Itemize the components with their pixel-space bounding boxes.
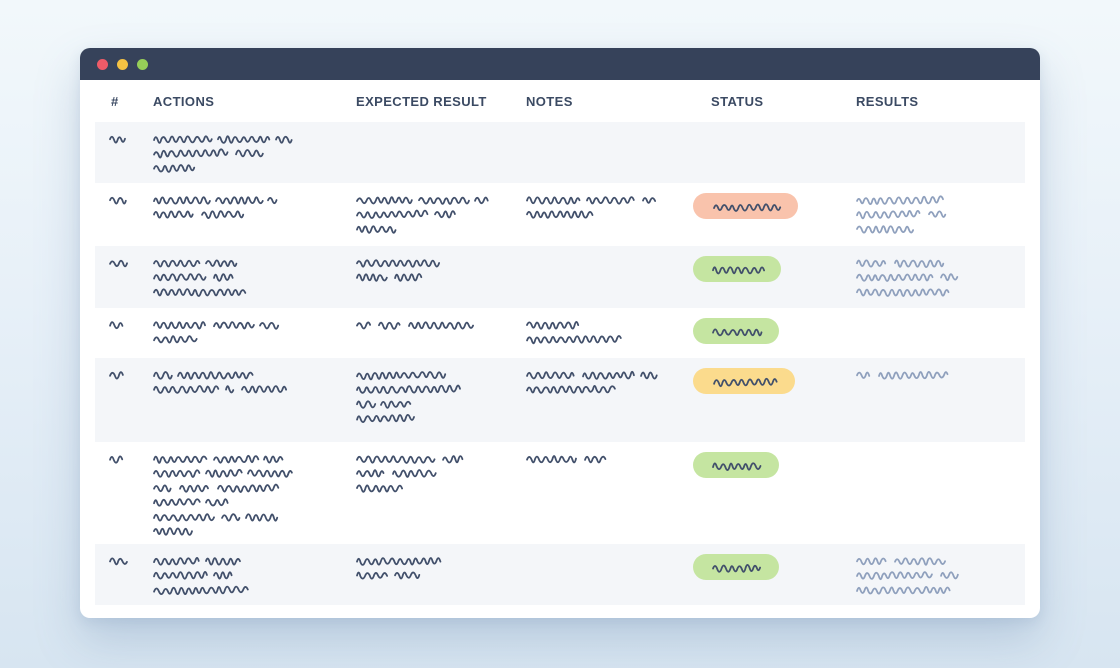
scribble-line: [153, 582, 356, 595]
scribble-line: [356, 317, 526, 330]
table-row: [95, 183, 1025, 246]
scribble-text: [526, 367, 574, 380]
scribble-text: [394, 270, 420, 283]
cell-results: [856, 553, 1025, 597]
cell-results: [856, 192, 1025, 236]
scribble-text: [153, 509, 213, 522]
scribble-text: [109, 317, 121, 329]
scribble-text: [153, 466, 197, 478]
scribble-text: [356, 367, 444, 381]
scribble-text: [582, 367, 632, 380]
scribble-text: [179, 480, 209, 492]
scribble-line: [153, 524, 356, 537]
scribble-text: [177, 367, 251, 379]
scribble-text: [356, 553, 438, 566]
scribble-text: [894, 553, 944, 565]
scribble-text: [201, 207, 243, 220]
scribble-text: [434, 207, 454, 220]
column-header-status: STATUS: [711, 93, 764, 109]
scribble-line: [153, 553, 356, 566]
scribble-text: [356, 221, 394, 233]
scribble-text: [109, 255, 125, 267]
cell-notes: [526, 451, 693, 466]
scribble-text: [153, 160, 193, 173]
cell-expected: [356, 192, 526, 236]
cell-status: [693, 255, 856, 282]
scribble-line: [856, 221, 1025, 234]
scribble-line: [856, 553, 1025, 566]
status-badge-green[interactable]: [693, 452, 779, 478]
status-badge-green[interactable]: [693, 256, 781, 282]
scribble-text: [642, 192, 656, 204]
scribble-text: [526, 451, 576, 464]
scribble-line: [109, 131, 153, 144]
scribble-line: [356, 270, 526, 283]
cell-actions: [153, 192, 356, 221]
scribble-line: [153, 367, 356, 380]
cell-num: [95, 131, 153, 146]
scribble-text: [442, 451, 460, 463]
scribble-text: [213, 317, 251, 329]
cell-actions: [153, 317, 356, 346]
scribble-text: [215, 192, 259, 204]
scribble-text: [712, 561, 760, 574]
scribble-line: [153, 160, 356, 173]
window-titlebar: [80, 48, 1040, 80]
scribble-text: [856, 284, 948, 296]
scribble-line: [356, 451, 526, 464]
scribble-text: [153, 284, 245, 296]
scribble-text: [356, 255, 438, 267]
cell-num: [95, 192, 153, 207]
scribble-line: [153, 509, 356, 522]
scribble-text: [153, 332, 197, 345]
cell-expected: [356, 367, 526, 425]
scribble-line: [356, 411, 526, 424]
scribble-line: [526, 382, 693, 395]
cell-status: [693, 317, 856, 344]
table-row: [95, 442, 1025, 544]
cell-results: [856, 255, 1025, 299]
scribble-line: [153, 255, 356, 268]
scribble-text: [712, 325, 760, 338]
table-header-row: [95, 80, 1025, 122]
scribble-text: [856, 255, 886, 267]
scribble-text: [205, 495, 225, 507]
scribble-text: [408, 317, 470, 329]
scribble-text: [213, 568, 231, 580]
scribble-line: [153, 480, 356, 493]
cell-actions: [153, 131, 356, 175]
table-row: [95, 246, 1025, 308]
status-badge-yellow[interactable]: [693, 368, 795, 394]
cell-results: [856, 367, 1025, 382]
scribble-text: [153, 207, 193, 219]
scribble-text: [205, 553, 237, 565]
scribble-text: [109, 192, 125, 204]
scribble-text: [586, 192, 634, 204]
table-row: [95, 358, 1025, 442]
scribble-text: [356, 396, 372, 408]
cell-expected: [356, 451, 526, 495]
scribble-text: [225, 382, 233, 394]
status-badge-orange[interactable]: [693, 193, 798, 219]
scribble-line: [856, 284, 1025, 297]
column-header-actions: ACTIONS: [153, 93, 215, 109]
scribble-text: [247, 466, 291, 478]
table-row: [95, 308, 1025, 358]
scribble-text: [878, 367, 948, 380]
scribble-line: [356, 480, 526, 493]
scribble-line: [356, 466, 526, 479]
scribble-line: [856, 192, 1025, 205]
scribble-text: [713, 374, 775, 388]
cell-status: [693, 451, 856, 478]
cell-actions: [153, 451, 356, 538]
scribble-line: [153, 332, 356, 345]
status-badge-green[interactable]: [693, 554, 779, 580]
scribble-text: [856, 221, 910, 233]
scribble-text: [418, 192, 466, 204]
scribble-text: [856, 553, 886, 565]
scribble-text: [153, 269, 205, 282]
scribble-text: [241, 382, 287, 394]
cell-actions: [153, 553, 356, 597]
scribble-line: [109, 255, 153, 268]
scribble-text: [153, 494, 197, 507]
scribble-text: [856, 582, 948, 595]
scribble-line: [153, 495, 356, 508]
minimize-button[interactable]: [117, 59, 128, 70]
scribble-text: [109, 367, 123, 379]
app-window: [80, 48, 1040, 618]
scribble-text: [894, 255, 944, 267]
column-header-expected: EXPECTED RESULT: [356, 93, 487, 109]
scribble-text: [712, 459, 760, 471]
scribble-text: [153, 192, 207, 204]
scribble-line: [356, 255, 526, 268]
scribble-text: [205, 466, 239, 479]
cell-expected: [356, 255, 526, 284]
scribble-line: [153, 317, 356, 330]
scribble-text: [928, 207, 946, 219]
scribble-text: [213, 451, 255, 464]
status-badge-green[interactable]: [693, 318, 779, 344]
scribble-line: [109, 317, 153, 330]
cell-num: [95, 553, 153, 568]
cell-notes: [526, 317, 693, 346]
scribble-text: [153, 582, 245, 596]
scribble-text: [526, 317, 578, 329]
column-header-results: RESULTS: [856, 93, 919, 109]
scribble-line: [153, 270, 356, 283]
scribble-text: [856, 367, 870, 379]
scribble-text: [267, 192, 277, 204]
scribble-line: [153, 284, 356, 297]
scribble-line: [526, 451, 693, 464]
scribble-line: [356, 367, 526, 380]
scribble-line: [856, 568, 1025, 581]
table-row: [95, 122, 1025, 183]
scribble-line: [526, 367, 693, 380]
scribble-line: [526, 332, 693, 345]
scribble-line: [153, 131, 356, 144]
cell-actions: [153, 255, 356, 299]
scribble-text: [275, 131, 291, 143]
scribble-text: [940, 568, 956, 580]
scribble-text: [153, 524, 193, 536]
scribble-text: [221, 509, 237, 521]
scribble-line: [356, 396, 526, 409]
scribble-text: [356, 317, 370, 329]
scribble-text: [153, 317, 205, 329]
scribble-text: [526, 207, 592, 219]
scribble-text: [356, 568, 386, 580]
test-case-table: [95, 80, 1025, 605]
scribble-text: [153, 367, 169, 379]
scribble-text: [356, 451, 434, 463]
scribble-text: [356, 480, 400, 492]
scribble-line: [109, 367, 153, 380]
scribble-text: [712, 200, 778, 213]
scribble-text: [245, 509, 275, 521]
scribble-line: [856, 367, 1025, 380]
cell-status: [693, 367, 856, 394]
cell-num: [95, 367, 153, 382]
scribble-text: [856, 567, 932, 580]
scribble-line: [153, 568, 356, 581]
cell-expected: [356, 317, 526, 332]
cell-num: [95, 255, 153, 270]
scribble-text: [356, 270, 386, 282]
cell-status: [693, 553, 856, 580]
cell-notes: [526, 192, 693, 221]
table-body: [95, 122, 1025, 605]
scribble-text: [526, 192, 578, 204]
scribble-text: [856, 270, 932, 282]
scribble-text: [640, 367, 654, 379]
scribble-line: [153, 146, 356, 159]
table-row: [95, 544, 1025, 605]
scribble-text: [153, 568, 205, 581]
scribble-line: [109, 192, 153, 205]
scribble-text: [217, 480, 277, 493]
scribble-line: [856, 582, 1025, 595]
column-header-notes: NOTES: [526, 93, 573, 109]
scribble-line: [356, 207, 526, 220]
scribble-line: [356, 221, 526, 234]
maximize-button[interactable]: [137, 59, 148, 70]
scribble-text: [940, 270, 956, 282]
scribble-text: [109, 451, 123, 463]
scribble-line: [109, 451, 153, 464]
scribble-line: [153, 192, 356, 205]
scribble-text: [474, 192, 488, 204]
scribble-text: [584, 451, 605, 463]
scribble-text: [526, 382, 614, 395]
cell-num: [95, 451, 153, 466]
scribble-text: [263, 451, 281, 463]
scribble-text: [356, 466, 384, 478]
scribble-line: [526, 317, 693, 330]
cell-num: [95, 317, 153, 332]
scribble-text: [356, 206, 426, 220]
scribble-text: [526, 331, 621, 345]
scribble-line: [856, 255, 1025, 268]
close-button[interactable]: [97, 59, 108, 70]
scribble-text: [856, 192, 944, 205]
scribble-text: [109, 131, 124, 143]
cell-actions: [153, 367, 356, 396]
scribble-line: [356, 192, 526, 205]
scribble-text: [259, 317, 277, 329]
scribble-text: [356, 410, 412, 423]
scribble-text: [380, 396, 410, 408]
cell-notes: [526, 367, 693, 396]
scribble-text: [109, 553, 125, 565]
cell-status: [693, 192, 856, 219]
scribble-text: [153, 553, 197, 566]
scribble-text: [356, 192, 410, 205]
scribble-text: [213, 270, 231, 282]
scribble-text: [153, 382, 217, 395]
scribble-text: [392, 466, 432, 479]
scribble-line: [153, 451, 356, 464]
scribble-text: [153, 255, 197, 268]
scribble-line: [356, 382, 526, 395]
scribble-text: [153, 131, 209, 144]
scribble-text: [153, 145, 227, 159]
cell-expected: [356, 553, 526, 582]
scribble-text: [153, 451, 205, 464]
scribble-text: [235, 146, 261, 159]
scribble-line: [356, 568, 526, 581]
scribble-text: [205, 255, 237, 267]
scribble-line: [526, 192, 693, 205]
scribble-line: [526, 207, 693, 220]
scribble-line: [856, 207, 1025, 220]
scribble-text: [217, 131, 267, 143]
scribble-line: [856, 270, 1025, 283]
scribble-text: [712, 263, 762, 275]
scribble-line: [153, 382, 356, 395]
scribble-text: [153, 480, 171, 492]
scribble-text: [378, 317, 400, 329]
scribble-text: [356, 381, 460, 394]
scribble-line: [109, 553, 153, 566]
scribble-line: [356, 553, 526, 566]
scribble-line: [153, 207, 356, 220]
scribble-text: [856, 206, 920, 220]
column-header-number: #: [111, 93, 119, 109]
scribble-text: [394, 568, 420, 580]
scribble-line: [153, 466, 356, 479]
